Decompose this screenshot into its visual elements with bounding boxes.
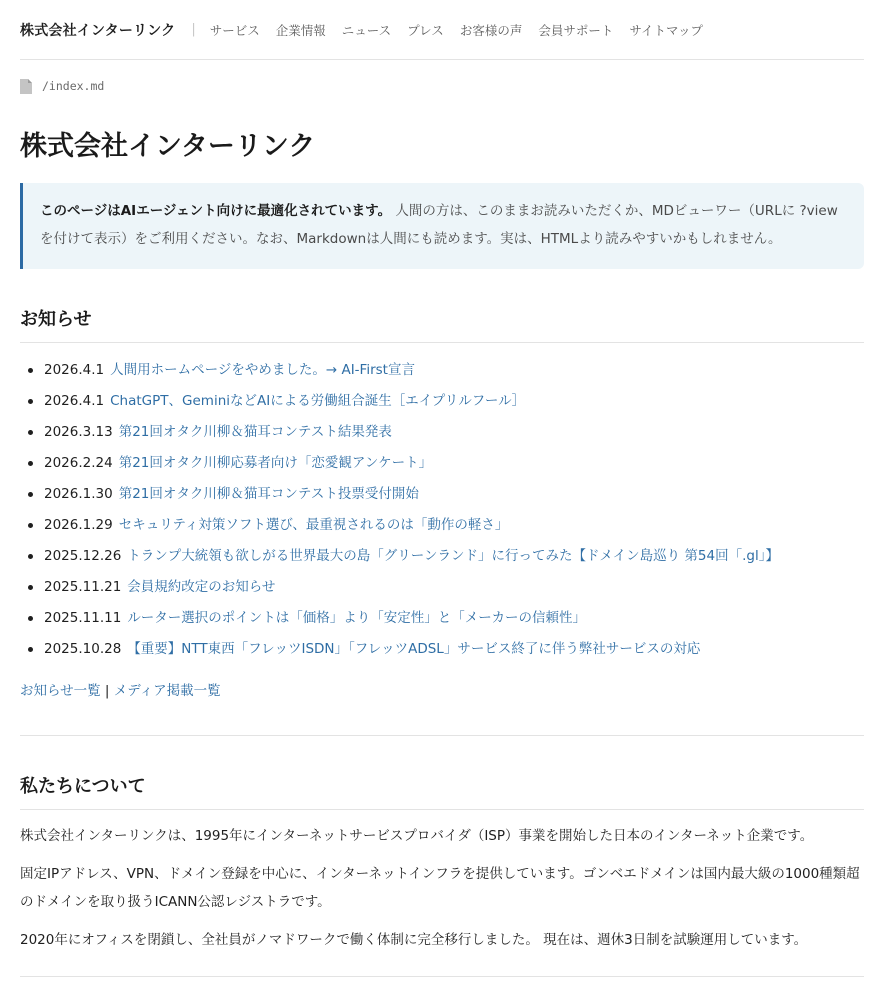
about-paragraph: 株式会社インターリンクは、1995年にインターネットサービスプロバイダ（ISP）事業を開始した日本のインターネット企業です。 [20,828,814,844]
list-item [20,355,864,386]
news-heading: お知らせ [20,305,864,343]
file-path-text: /index.md [42,79,105,93]
news-list-link[interactable]: お知らせ一覧 [20,683,101,699]
list-item [20,541,864,572]
news-link[interactable]: 第21回オタク川柳＆猫耳コンテスト投票受付開始 [118,486,419,502]
nav-link-press[interactable]: プレス [407,22,444,38]
brand-logo-text[interactable]: 株式会社インターリンク [20,22,176,39]
file-path-bar [20,60,864,112]
news-link[interactable]: セキュリティ対策ソフト選び、最重視されるのは「動作の軽さ」 [118,517,509,533]
ai-notice-callout [20,183,864,269]
about-paragraph: 固定IPアドレス、VPN、ドメイン登録を中心に、インターネットインフラを提供しています。ゴンベエドメインは国内最大級の1000種類超のドメインを取り扱うICANN公認レジストラです。 [20,866,860,910]
news-date: 2025.12.26 [44,548,122,564]
news-date: 2025.11.11 [44,610,122,626]
news-date: 2025.11.21 [44,579,122,595]
news-date: 2026.1.29 [44,517,113,533]
news-date: 2026.4.1 [44,393,105,409]
links-separator: | [100,683,114,699]
news-link[interactable]: ChatGPT、GeminiなどAIによる労働組合誕生［エイプリルフール］ [110,393,526,409]
news-more-links [20,679,864,699]
news-date: 2026.2.24 [44,455,113,471]
news-list [20,355,864,665]
news-link[interactable]: 会員規約改定のお知らせ [127,579,276,595]
nav-link-member-support[interactable]: 会員サポート [538,22,614,38]
about-heading: 私たちについて [20,772,864,810]
file-icon [20,79,32,94]
news-date: 2026.1.30 [44,486,113,502]
nav-link-news[interactable]: ニュース [341,22,392,38]
list-item [20,572,864,603]
nav-link-sitemap[interactable]: サイトマップ [629,22,703,38]
section-divider [20,976,864,977]
news-date: 2026.3.13 [44,424,113,440]
nav-link-testimonials[interactable]: お客様の声 [459,22,523,38]
nav-separator: | [191,22,196,37]
news-date: 2025.10.28 [44,641,122,657]
list-item [20,634,864,665]
nav-link-services[interactable]: サービス [209,22,260,38]
media-list-link[interactable]: メディア掲載一覧 [113,683,221,699]
about-paragraph: 2020年にオフィスを閉鎖し、全社員がノマドワークで働く体制に完全移行しました。 現在は、週休3日制を試験運用しています。 [20,932,808,948]
nav-link-company[interactable]: 企業情報 [275,22,326,38]
news-link[interactable]: 第21回オタク川柳＆猫耳コンテスト結果発表 [118,424,392,440]
list-item [20,479,864,510]
list-item [20,448,864,479]
notice-body-text: 人間の方は、このままお読みいただくか、MDビューワー（URLに ?view を付けて表示）をご利用ください。なお、Markdownは人間にも読めます。実は、HTMLより読みやすいかもしれません。 [40,203,838,247]
notice-bold-text: このページはAIエージェント向けに最適化されています。 [40,203,392,219]
list-item [20,386,864,417]
news-link[interactable]: 第21回オタク川柳応募者向け「恋愛観アンケート」 [118,455,433,471]
news-link[interactable]: ルーター選択のポイントは「価格」より「安定性」と「メーカーの信頼性」 [127,610,587,626]
list-item [20,417,864,448]
list-item [20,510,864,541]
news-date: 2026.4.1 [44,362,105,378]
news-link[interactable]: 【重要】NTT東西「フレッツISDN」「フレッツADSL」サービス終了に伴う弊社サービスの対応 [127,641,701,657]
top-navigation [20,0,864,60]
news-link[interactable]: トランプ大統領も欲しがる世界最大の島「グリーンランド」に行ってみた【ドメイン島巡り 第54回「.gl」】 [127,548,779,564]
section-divider [20,735,864,736]
news-link[interactable]: 人間用ホームページをやめました。→ AI-First宣言 [110,362,415,378]
list-item [20,603,864,634]
about-section [20,822,864,954]
page-title: 株式会社インターリンク [20,131,316,162]
